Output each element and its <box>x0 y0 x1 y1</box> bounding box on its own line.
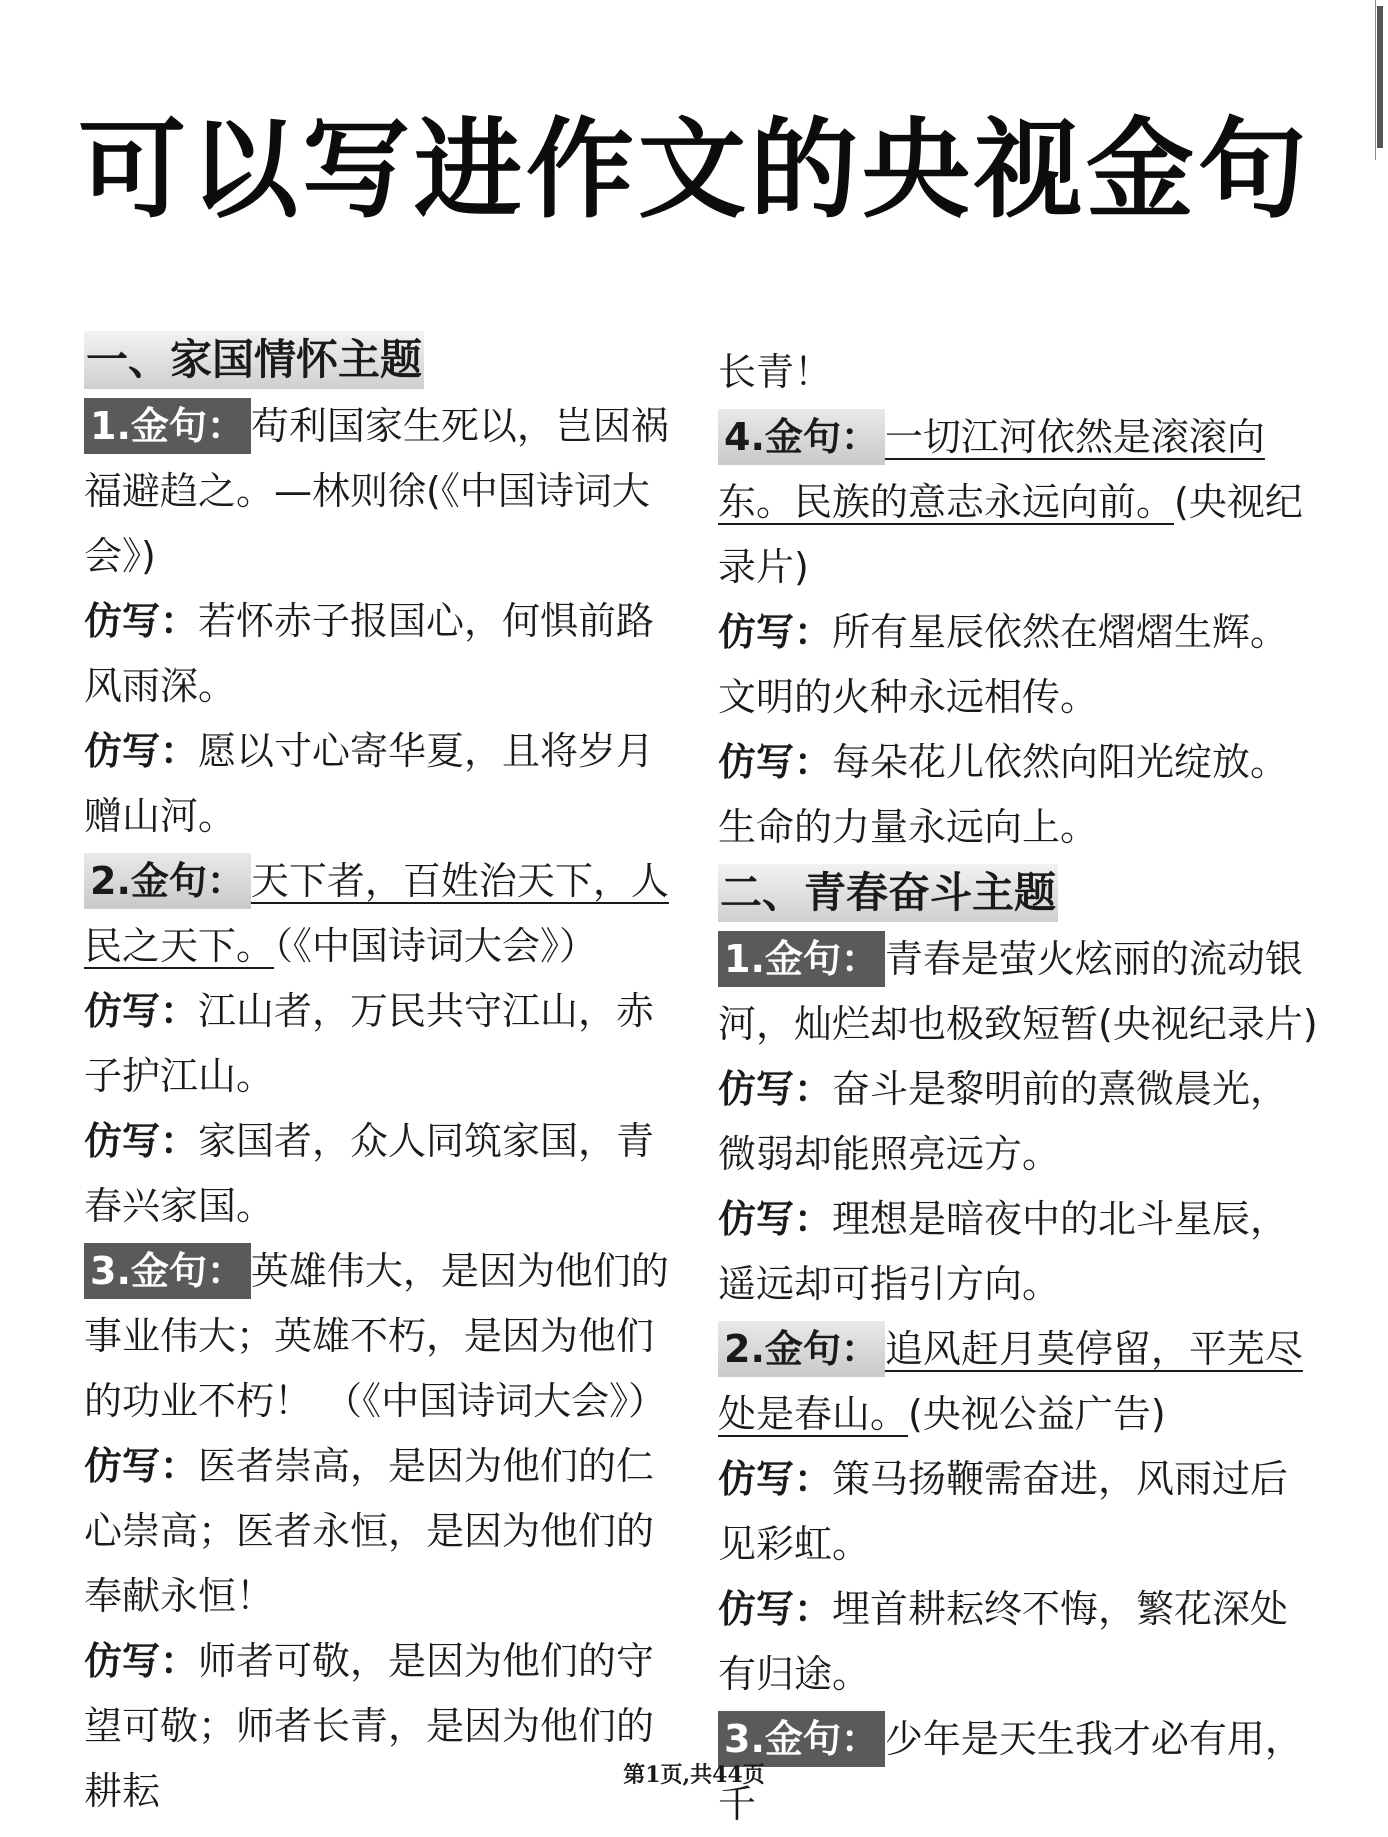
quote-label: 2.金句： <box>718 1321 885 1377</box>
quote-2: 2.金句： 天下者，百姓治天下，人民之天下。（《中国诗词大会》） <box>84 849 684 979</box>
quote-label: 2.金句： <box>84 853 251 909</box>
imitation: 仿写：若怀赤子报国心，何惧前路风雨深。 <box>84 599 655 708</box>
quote-label: 3.金句： <box>718 1711 885 1767</box>
left-column <box>84 327 684 1824</box>
quote-label: 1.金句： <box>84 398 251 454</box>
imitation: 仿写：家国者，众人同筑家国，青春兴家国。 <box>84 1119 655 1228</box>
imitation: 仿写：师者可敬，是因为他们的守望可敬；师者长青，是因为他们的耕耘 <box>84 1639 655 1813</box>
quote-1: 1.金句： 苟利国家生死以，岂因祸福避趋之。—林则徐(《中国诗词大会》) <box>84 394 684 589</box>
imitation: 仿写：奋斗是黎明前的熹微晨光，微弱却能照亮远方。 <box>718 1067 1289 1176</box>
quote-3: 3.金句： 英雄伟大，是因为他们的事业伟大；英雄不朽，是因为他们的功业不朽！ （《中国诗词大会》） <box>84 1239 684 1434</box>
page-title: 可以写进作文的央视金句 <box>77 108 1310 233</box>
quote-label: 3.金句： <box>84 1243 251 1299</box>
quote-label: 4.金句： <box>718 409 885 465</box>
section-heading-patriotism: 一、家国情怀主题 <box>84 331 424 389</box>
youth-quote-3: 3.金句： 少年是天生我才必有用，千 <box>718 1707 1318 1837</box>
youth-quote-2: 2.金句： 追风赶月莫停留，平芜尽处是春山。(央视公益广告) <box>718 1317 1318 1447</box>
quote-label: 1.金句： <box>718 931 885 987</box>
imitation: 仿写：理想是暗夜中的北斗星辰，遥远却可指引方向。 <box>718 1197 1289 1306</box>
imitation: 仿写：医者崇高，是因为他们的仁心崇高；医者永恒，是因为他们的奉献永恒！ <box>84 1444 655 1618</box>
imitation: 仿写：所有星辰依然在熠熠生辉。文明的火种永远相传。 <box>718 610 1289 719</box>
page-counter: 第1页,共44页 <box>623 1762 765 1788</box>
imitation: 仿写：埋首耕耘终不悔，繁花深处有归途。 <box>718 1587 1289 1696</box>
imitation: 仿写：江山者，万民共守江山，赤子护江山。 <box>84 989 655 1098</box>
section-heading-youth: 二、青春奋斗主题 <box>718 864 1058 922</box>
right-column <box>718 340 1318 1837</box>
imitation: 仿写：每朵花儿依然向阳光绽放。生命的力量永远向上。 <box>718 740 1289 849</box>
youth-quote-1: 1.金句： 青春是萤火炫丽的流动银河，灿烂却也极致短暂(央视纪录片) <box>718 927 1318 1057</box>
imitation: 仿写：愿以寸心寄华夏，且将岁月赠山河。 <box>84 729 655 838</box>
continued-text: 长青！ <box>718 350 833 394</box>
quote-4: 4.金句： 一切江河依然是滚滚向东。民族的意志永远向前。(央视纪录片) <box>718 405 1318 600</box>
imitation: 仿写：策马扬鞭需奋进，风雨过后见彩虹。 <box>718 1457 1289 1566</box>
